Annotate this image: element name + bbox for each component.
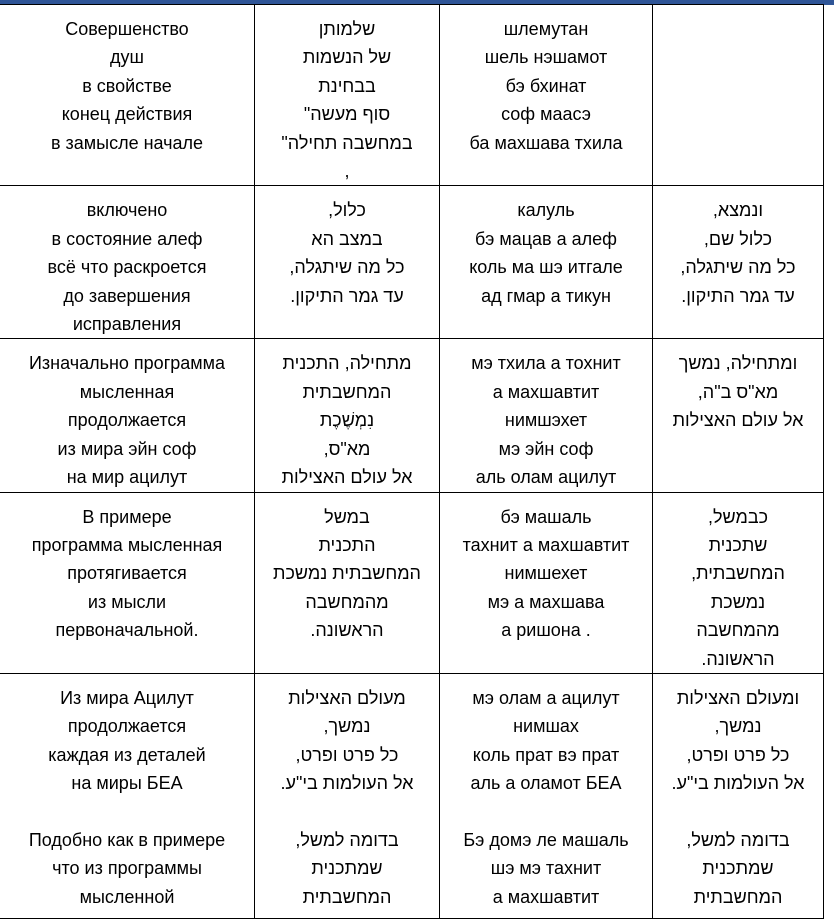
cell-hebrew-source bbox=[653, 186, 824, 339]
cell-line: מעולם האצילות bbox=[288, 687, 406, 708]
cell-line: ומתחילה, נמשך bbox=[678, 353, 798, 374]
cell-line: נמשך, bbox=[323, 716, 371, 737]
cell-line: בבחינת bbox=[318, 75, 376, 96]
cell-line: Совершенство bbox=[65, 19, 189, 39]
cell-line: שמתכנית bbox=[702, 858, 774, 879]
cell-hebrew bbox=[255, 492, 440, 673]
cell-line: שלמותן bbox=[318, 19, 376, 39]
cell-line: калуль bbox=[517, 200, 575, 221]
cell-line: Бэ домэ ле машаль bbox=[463, 829, 629, 850]
cell-line: исправления bbox=[72, 314, 182, 335]
cell-line: כל פרט ופרט, bbox=[295, 744, 399, 765]
cell-line: המחשבתית bbox=[693, 886, 783, 907]
cell-line: המחשבתית, bbox=[691, 563, 785, 584]
cell-line: מא"ס ב"ה, bbox=[697, 381, 779, 402]
cell-line: каждая из деталей bbox=[48, 744, 206, 765]
cell-line: , bbox=[344, 161, 350, 182]
cell-line: мэ тхила а тохнит bbox=[471, 353, 621, 374]
cell-line: протягивается bbox=[67, 563, 187, 584]
cell-transliteration bbox=[440, 5, 653, 186]
cell-hebrew bbox=[255, 186, 440, 339]
cell-line: ומעולם האצילות bbox=[676, 687, 800, 708]
cell-line: нимшэхет bbox=[504, 410, 588, 431]
cell-line: шэ мэ тахнит bbox=[490, 858, 602, 879]
cell-russian bbox=[0, 186, 255, 339]
cell-line: המחשבתית bbox=[302, 381, 392, 402]
table-body bbox=[0, 5, 824, 919]
table-row bbox=[0, 492, 824, 673]
cell-hebrew bbox=[255, 339, 440, 492]
cell-line: כל מה שיתגלה, bbox=[289, 257, 405, 278]
cell-line: аль а оламот БЕА bbox=[470, 773, 622, 794]
cell-line: Подобно как в примере bbox=[28, 829, 226, 850]
cell-russian bbox=[0, 5, 255, 186]
cell-line: שמתכנית bbox=[311, 858, 383, 879]
cell-line: כלול, bbox=[328, 200, 366, 221]
cell-line: мэ эйн соф bbox=[498, 438, 594, 459]
cell-line: бэ машаль bbox=[500, 506, 592, 527]
cell-line: включено bbox=[86, 200, 168, 221]
cell-russian bbox=[0, 673, 255, 918]
cell-line: בדומה למשל, bbox=[686, 829, 790, 850]
table-row bbox=[0, 5, 824, 186]
cell-hebrew-source bbox=[653, 5, 824, 186]
cell-line: всё что раскроется bbox=[47, 257, 207, 278]
cell-line: В примере bbox=[82, 506, 172, 527]
cell-line: מהמחשבה bbox=[305, 591, 389, 612]
cell-line: אל העולמות בי"ע. bbox=[280, 773, 414, 794]
cell-line: כבמשל, bbox=[707, 506, 769, 527]
cell-line: что из программы bbox=[52, 858, 202, 879]
cell-line: продолжается bbox=[67, 716, 187, 737]
cell-line: из мира эйн соф bbox=[57, 438, 197, 459]
cell-line: במצב הא bbox=[311, 228, 383, 249]
cell-line: мэ а махшава bbox=[487, 591, 605, 612]
cell-line: Изначально программа bbox=[28, 353, 226, 374]
cell-line: коль ма шэ итгале bbox=[469, 257, 623, 278]
cell-line: אל העולמות בי"ע. bbox=[671, 773, 805, 794]
cell-line: а махшавтит bbox=[492, 381, 600, 402]
cell-line: соф маасэ bbox=[501, 104, 591, 125]
cell-line: в состояние алеф bbox=[51, 228, 203, 249]
cell-line: במשל bbox=[324, 506, 370, 527]
cell-line: продолжается bbox=[67, 410, 187, 431]
cell-line: שתכנית bbox=[708, 534, 768, 555]
cell-line: до завершения bbox=[63, 285, 191, 306]
cell-line bbox=[257, 798, 437, 826]
cell-line: המחשבתית נמשכת bbox=[273, 563, 421, 584]
cell-transliteration bbox=[440, 673, 653, 918]
cell-line: עד גמר התיקון. bbox=[681, 285, 795, 306]
cell-line: нимшехет bbox=[504, 563, 588, 584]
cell-line: мэ олам а ацилут bbox=[472, 687, 620, 708]
cell-line: של הנשמות bbox=[302, 47, 392, 68]
cell-line bbox=[655, 798, 821, 826]
cell-line: тахнит а махшавтит bbox=[462, 534, 630, 555]
cell-russian bbox=[0, 492, 255, 673]
cell-line: бэ мацав а алеф bbox=[475, 228, 617, 249]
cell-line: в замысле начале bbox=[50, 132, 204, 153]
cell-line: המחשבתית bbox=[302, 886, 392, 907]
cell-line: סוף מעשה" bbox=[303, 104, 391, 125]
cell-line: программа мысленная bbox=[31, 534, 223, 555]
cell-line: на мир ацилут bbox=[66, 467, 188, 488]
cell-line bbox=[2, 798, 252, 826]
cell-transliteration bbox=[440, 492, 653, 673]
cell-hebrew bbox=[255, 5, 440, 186]
cell-line: כל פרט ופרט, bbox=[686, 744, 790, 765]
cell-transliteration bbox=[440, 339, 653, 492]
cell-line: מא"ס, bbox=[323, 438, 371, 459]
table-row bbox=[0, 186, 824, 339]
cell-line: נִמְשֶׁכֶת bbox=[319, 410, 375, 431]
cell-line: עד גמר התיקון. bbox=[290, 285, 404, 306]
cell-line bbox=[442, 798, 650, 826]
cell-line: נמשכת bbox=[710, 591, 766, 612]
table-row bbox=[0, 339, 824, 492]
cell-hebrew-source bbox=[653, 339, 824, 492]
cell-line: אל עולם האצילות bbox=[672, 410, 804, 431]
cell-line: шлемутан bbox=[503, 19, 589, 39]
cell-line: а ришона . bbox=[501, 620, 591, 641]
cell-hebrew-source bbox=[653, 492, 824, 673]
cell-line: в свойстве bbox=[82, 75, 172, 96]
cell-line: нимшах bbox=[513, 716, 579, 737]
cell-line: ба махшава тхила bbox=[469, 132, 623, 153]
cell-line: на миры БЕА bbox=[71, 773, 183, 794]
cell-line: шель нэшамот bbox=[484, 47, 608, 68]
cell-line: мысленной bbox=[79, 886, 175, 907]
cell-line: а махшавтит bbox=[492, 886, 600, 907]
cell-line: ад гмар а тикун bbox=[481, 285, 611, 306]
cell-transliteration bbox=[440, 186, 653, 339]
cell-line: аль олам ацилут bbox=[475, 467, 617, 488]
cell-russian bbox=[0, 339, 255, 492]
cell-line: התכנית bbox=[318, 534, 376, 555]
cell-line: מתחילה, התכנית bbox=[282, 353, 412, 374]
cell-line: אל עולם האצילות bbox=[281, 467, 413, 488]
cell-line: мысленная bbox=[79, 381, 175, 402]
cell-hebrew bbox=[255, 673, 440, 918]
cell-line: первоначальной. bbox=[55, 620, 199, 641]
cell-line: конец действия bbox=[61, 104, 193, 125]
cell-line: הראשונה. bbox=[701, 648, 775, 669]
cell-line: из мысли bbox=[87, 591, 167, 612]
cell-line: ונמצא, bbox=[712, 200, 764, 221]
cell-line: כלול שם, bbox=[703, 228, 773, 249]
cell-line: נמשך, bbox=[714, 716, 762, 737]
cell-line: душ bbox=[110, 47, 144, 68]
cell-line: бэ бхинат bbox=[505, 75, 587, 96]
cell-line: Из мира Ацилут bbox=[60, 687, 194, 708]
cell-line: במחשבה תחילה" bbox=[281, 132, 413, 153]
translation-table bbox=[0, 4, 824, 919]
cell-line: מהמחשבה bbox=[696, 620, 780, 641]
cell-line: הראשונה. bbox=[310, 620, 384, 641]
cell-line: בדומה למשל, bbox=[295, 829, 399, 850]
cell-hebrew-source bbox=[653, 673, 824, 918]
cell-line: כל מה שיתגלה, bbox=[680, 257, 796, 278]
table-row bbox=[0, 673, 824, 918]
cell-line: коль прат вэ прат bbox=[472, 744, 620, 765]
